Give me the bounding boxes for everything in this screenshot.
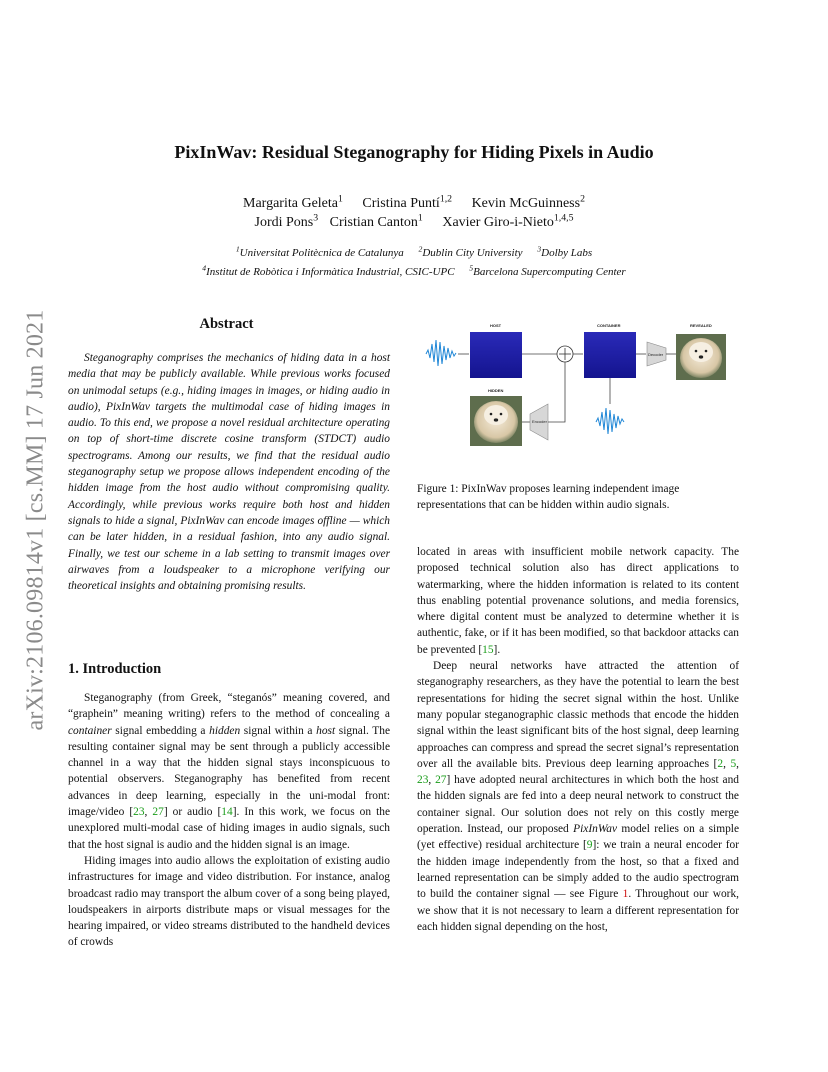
affiliation-name: Institut de Robòtica i Informàtica Industrial, CSIC-UPC xyxy=(206,266,455,278)
author-row-2 xyxy=(0,213,828,232)
figure-1 xyxy=(420,318,740,466)
hidden-image xyxy=(470,396,522,446)
affil-mark: 1 xyxy=(235,244,240,254)
author-name: Margarita Geleta xyxy=(243,196,338,211)
affil-mark: 3 xyxy=(537,244,542,254)
author-affil-mark: 3 xyxy=(313,212,319,224)
abstract-heading: Abstract xyxy=(199,316,254,332)
affiliation-name: Dolby Labs xyxy=(541,247,593,259)
figure-label-hidden: HIDDEN xyxy=(488,388,504,393)
citation-link[interactable]: 5 xyxy=(730,757,737,770)
author-name: Cristian Canton xyxy=(329,215,418,230)
author-name: Cristina Puntí xyxy=(362,196,440,211)
figure-label-host: HOST xyxy=(490,323,502,328)
affiliation-row-1 xyxy=(0,244,828,263)
container-waveform-icon xyxy=(596,408,624,434)
container-spectrogram xyxy=(584,332,636,378)
abstract-text: Steganography comprises the mechanics of hiding data in a host media that may be publicly available. While previous works focused on unimodal setups (e.g., hiding images in images, or hiding audio in audio), PixInWav targets the multimodal case of hiding images in audio. To this end, we propose a novel residual architecture operating on top of short-time discrete cosine transform (STDCT) audio spectrograms. Among our results, we find that the residual audio steganography setup we propose allows independent encoding of the hidden image from the host audio without compromising quality. Accordingly, while previous works require both host and hidden signals to hide a signal, PixInWav can encode images offline — which can be later hidden, in a residual fashion, into any audio signal. Finally, we test our scheme in a lab setting to transmit images over airwaves from a loudspeaker to a microphone verifying our theoretical insights and obtaining promising results. xyxy=(68,352,390,593)
left-column-body xyxy=(68,690,390,951)
right-paragraph-1: located in areas with insufficient mobile network capacity. The proposed technical solution also has direct applications to watermarking, where the hidden information is related to its content thus enabling potential provenance solutions, and media forensics, where digital content must be analyzed to determine whether it is authentic, fake, or if it has been modified, so that backdoor attacks can be prevented [15]. xyxy=(417,546,739,656)
affiliations xyxy=(0,244,828,282)
host-spectrogram xyxy=(470,332,522,378)
introduction-heading: 1. Introduction xyxy=(68,661,162,677)
right-paragraph-2: Deep neural networks have attracted the attention of steganography researchers, as they have the potential to learn the best representations for hiding the secret signal within the host. Unlike many popular steganographic classic methods that encode the hidden signal within the least significant bits of the host signal, deep learning approaches can compress and spread the secret signal’s representation over all the available bits. Previous deep learning approaches [2, 5, 23, 27] have adopted neural architectures in which both the host and the hidden signals are fed into a deep neural network to construct the container signal. Our solution does not rely on this costly merge operation. Instead, our proposed PixInWav model relies on a simple (yet effective) residual architecture [9]: we train a neural encoder for the hidden image independently from the host, so that a fixed and learned representation can be simply added to the audio spectrogram to build the container signal — see Figure 1. Throughout our work, we show that it is not necessary to learn a different representation for each hidden signal depending on the host, xyxy=(417,660,740,933)
citation-link[interactable]: 2 xyxy=(717,757,724,770)
right-column-body xyxy=(417,544,739,935)
affiliation-row-2 xyxy=(0,263,828,282)
arrow xyxy=(548,362,565,422)
affil-mark: 2 xyxy=(418,244,423,254)
author-affil-mark: 1,4,5 xyxy=(553,212,574,224)
figure-1-diagram xyxy=(420,318,740,466)
figure-label-encoder: Encoder xyxy=(532,419,547,424)
citation-link[interactable]: 23 xyxy=(417,774,429,787)
figure-label-revealed: REVEALED xyxy=(690,323,712,328)
author-affil-mark: 2 xyxy=(580,193,585,205)
citation-link[interactable]: 27 xyxy=(435,774,447,787)
affiliation-name: Dublin City University xyxy=(422,247,523,259)
intro-paragraph-2: Hiding images into audio allows the exploitation of existing audio infrastructures for image and video distribution. For instance, analog broadcast radio may transport the album cover of a song being played, loudspeakers in airports distribute maps or visual messages for the hearing impaired, or video streams distributed to the handheld devices of crowds xyxy=(68,854,390,949)
author-affil-mark: 1 xyxy=(338,193,343,205)
host-waveform-icon xyxy=(426,340,456,366)
author-list xyxy=(0,194,828,232)
figure-reference-link[interactable]: 1 xyxy=(622,888,629,901)
author-affil-mark: 1 xyxy=(417,212,423,224)
arxiv-identifier: arXiv:2106.09814v1 [cs.MM] 17 Jun 2021 xyxy=(22,309,49,731)
figure-label-container: CONTAINER xyxy=(597,323,621,328)
citation-link[interactable]: 14 xyxy=(221,806,233,819)
citation-link[interactable]: 23 xyxy=(133,806,145,819)
citation-link[interactable]: 27 xyxy=(152,806,164,819)
citation-link[interactable]: 15 xyxy=(482,643,494,656)
affil-mark: 5 xyxy=(469,263,474,273)
author-row-1 xyxy=(0,194,828,213)
revealed-image xyxy=(676,334,726,380)
residual-add-icon xyxy=(557,346,573,362)
figure-label-decoder: Decoder xyxy=(648,352,664,357)
author-affil-mark: 1,2 xyxy=(439,193,453,205)
affil-mark: 4 xyxy=(202,263,207,273)
figure-1-caption: Figure 1: PixInWav proposes learning independent image representations that can be hidden within audio signals. xyxy=(417,483,680,512)
author-name: Xavier Giro-i-Nieto xyxy=(442,215,554,230)
paper-title: PixInWav: Residual Steganography for Hiding Pixels in Audio xyxy=(174,142,654,162)
affiliation-name: Universitat Politècnica de Catalunya xyxy=(239,247,404,259)
citation-link[interactable]: 9 xyxy=(586,839,593,852)
affiliation-name: Barcelona Supercomputing Center xyxy=(473,266,626,278)
intro-paragraph-1: Steganography (from Greek, “steganós” meaning covered, and “graphein” meaning writing) refers to the method of concealing a container signal embedding a hidden signal within a host signal. The resulting container signal may be sent through a publicly accessible channel in a way that the hidden signal stays inconspicuous to potential observers. Steganography has benefited from recent advances in deep learning, especially in the uni-modal front: image/video [23, 27] or audio [14]. In this work, we focus on the unexplored multi-modal case of hiding images in audio signals, such that the host signal is audio and the hidden signal is an image. xyxy=(68,692,391,851)
author-name: Kevin McGuinness xyxy=(471,196,581,211)
author-name: Jordi Pons xyxy=(254,215,314,230)
